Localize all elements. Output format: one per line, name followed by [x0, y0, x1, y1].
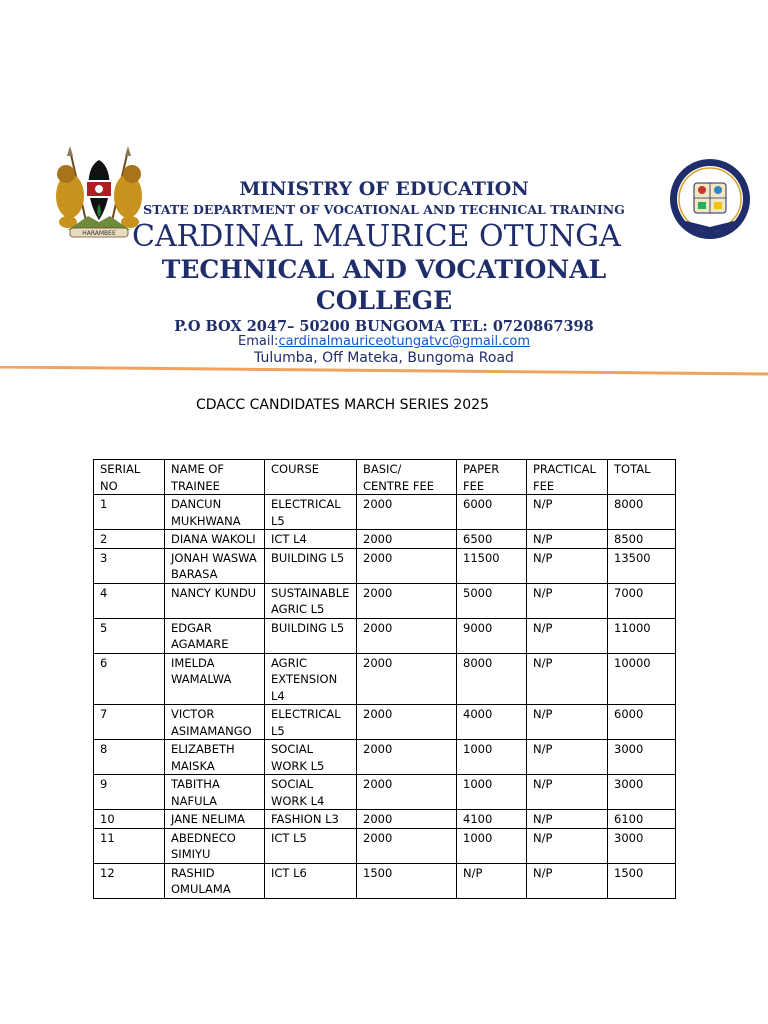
- basic-fee-cell: 1500: [357, 863, 457, 898]
- paper-fee-cell: 4100: [457, 810, 527, 829]
- table-row: [94, 530, 676, 549]
- paper-fee-cell: 8000: [457, 653, 527, 705]
- practical-fee-cell: N/P: [527, 495, 608, 530]
- table-row: [94, 653, 676, 705]
- header-paper-fee: PAPER FEE: [457, 460, 527, 495]
- serial-no-cell: 7: [94, 705, 165, 740]
- practical-fee-cell: N/P: [527, 583, 608, 618]
- email-line: [0, 334, 768, 349]
- trainee-name-cell: EDGAR AGAMARE: [165, 618, 265, 653]
- serial-no-cell: 2: [94, 530, 165, 549]
- practical-fee-cell: N/P: [527, 810, 608, 829]
- practical-fee-cell: N/P: [527, 530, 608, 549]
- paper-fee-cell: 6500: [457, 530, 527, 549]
- serial-no-cell: 10: [94, 810, 165, 829]
- trainee-name-cell: DANCUN MUKHWANA: [165, 495, 265, 530]
- email-label: Email:: [237, 334, 279, 349]
- paper-fee-cell: 5000: [457, 583, 527, 618]
- table-row: [94, 583, 676, 618]
- email-link[interactable]: cardinalmauriceotungatvc@gmail.com: [278, 334, 531, 349]
- serial-no-cell: 4: [94, 583, 165, 618]
- course-cell: ICT L5: [265, 828, 357, 863]
- basic-fee-cell: 2000: [357, 810, 457, 829]
- table-row: [94, 740, 676, 775]
- table-row: [94, 705, 676, 740]
- total-cell: 11000: [608, 618, 676, 653]
- total-cell: 8500: [608, 530, 676, 549]
- trainee-name-cell: RASHID OMULAMA: [165, 863, 265, 898]
- college-name-line1: CARDINAL MAURICE OTUNGA: [132, 219, 621, 254]
- total-cell: 6100: [608, 810, 676, 829]
- practical-fee-cell: N/P: [527, 775, 608, 810]
- total-cell: 10000: [608, 653, 676, 705]
- table-body: [94, 495, 676, 899]
- course-cell: BUILDING L5: [265, 548, 357, 583]
- ministry-heading: MINISTRY OF EDUCATION: [239, 178, 529, 200]
- college-name-line2: TECHNICAL AND VOCATIONAL: [161, 255, 607, 284]
- total-cell: 3000: [608, 828, 676, 863]
- serial-no-cell: 6: [94, 653, 165, 705]
- paper-fee-cell: 1000: [457, 828, 527, 863]
- table-row: [94, 495, 676, 530]
- course-cell: BUILDING L5: [265, 618, 357, 653]
- trainee-name-cell: VICTOR ASIMAMANGO: [165, 705, 265, 740]
- course-cell: SOCIAL WORK L4: [265, 775, 357, 810]
- total-cell: 7000: [608, 583, 676, 618]
- paper-fee-cell: N/P: [457, 863, 527, 898]
- total-cell: 3000: [608, 740, 676, 775]
- total-cell: 8000: [608, 495, 676, 530]
- serial-no-cell: 8: [94, 740, 165, 775]
- practical-fee-cell: N/P: [527, 828, 608, 863]
- trainee-name-cell: ELIZABETH MAISKA: [165, 740, 265, 775]
- basic-fee-cell: 2000: [357, 740, 457, 775]
- basic-fee-cell: 2000: [357, 548, 457, 583]
- trainee-name-cell: DIANA WAKOLI: [165, 530, 265, 549]
- trainee-name-cell: NANCY KUNDU: [165, 583, 265, 618]
- total-cell: 13500: [608, 548, 676, 583]
- basic-fee-cell: 2000: [357, 828, 457, 863]
- basic-fee-cell: 2000: [357, 653, 457, 705]
- table-header-row: [94, 460, 676, 495]
- course-cell: ELECTRICAL L5: [265, 705, 357, 740]
- serial-no-cell: 1: [94, 495, 165, 530]
- paper-fee-cell: 11500: [457, 548, 527, 583]
- serial-no-cell: 5: [94, 618, 165, 653]
- header-trainee-name: NAME OF TRAINEE: [165, 460, 265, 495]
- trainee-name-cell: TABITHA NAFULA: [165, 775, 265, 810]
- serial-no-cell: 3: [94, 548, 165, 583]
- table-row: [94, 775, 676, 810]
- basic-fee-cell: 2000: [357, 775, 457, 810]
- course-cell: AGRIC EXTENSION L4: [265, 653, 357, 705]
- table-row: [94, 863, 676, 898]
- total-cell: 6000: [608, 705, 676, 740]
- header-course: COURSE: [265, 460, 357, 495]
- trainee-name-cell: ABEDNECO SIMIYU: [165, 828, 265, 863]
- basic-fee-cell: 2000: [357, 583, 457, 618]
- coat-of-arms-motto: HARAMBEE: [82, 230, 116, 237]
- basic-fee-cell: 2000: [357, 495, 457, 530]
- college-name-line3: COLLEGE: [315, 286, 453, 315]
- paper-fee-cell: 1000: [457, 740, 527, 775]
- practical-fee-cell: N/P: [527, 863, 608, 898]
- trainee-name-cell: IMELDA WAMALWA: [165, 653, 265, 705]
- table-row: [94, 548, 676, 583]
- serial-no-cell: 9: [94, 775, 165, 810]
- table-row: [94, 828, 676, 863]
- paper-fee-cell: 4000: [457, 705, 527, 740]
- document-title: CDACC CANDIDATES MARCH SERIES 2025: [196, 397, 489, 413]
- trainee-name-cell: JANE NELIMA: [165, 810, 265, 829]
- trainee-name-cell: JONAH WASWA BARASA: [165, 548, 265, 583]
- basic-fee-cell: 2000: [357, 618, 457, 653]
- course-cell: ICT L4: [265, 530, 357, 549]
- header-total: TOTAL: [608, 460, 676, 495]
- department-heading: STATE DEPARTMENT OF VOCATIONAL AND TECHNICAL TRAINING: [143, 202, 625, 217]
- paper-fee-cell: 1000: [457, 775, 527, 810]
- serial-no-cell: 12: [94, 863, 165, 898]
- practical-fee-cell: N/P: [527, 740, 608, 775]
- course-cell: SOCIAL WORK L5: [265, 740, 357, 775]
- paper-fee-cell: 6000: [457, 495, 527, 530]
- course-cell: ELECTRICAL L5: [265, 495, 357, 530]
- total-cell: 1500: [608, 863, 676, 898]
- course-cell: ICT L6: [265, 863, 357, 898]
- header-divider: [0, 366, 768, 376]
- contact-line: P.O BOX 2047– 50200 BUNGOMA TEL: 0720867398: [174, 318, 594, 335]
- serial-no-cell: 11: [94, 828, 165, 863]
- header-practical-fee: PRACTICAL FEE: [527, 460, 608, 495]
- table-row: [94, 810, 676, 829]
- practical-fee-cell: N/P: [527, 548, 608, 583]
- total-cell: 3000: [608, 775, 676, 810]
- header-serial-no: SERIAL NO: [94, 460, 165, 495]
- candidates-fee-table: [93, 459, 676, 899]
- paper-fee-cell: 9000: [457, 618, 527, 653]
- practical-fee-cell: N/P: [527, 653, 608, 705]
- course-cell: FASHION L3: [265, 810, 357, 829]
- basic-fee-cell: 2000: [357, 530, 457, 549]
- table-row: [94, 618, 676, 653]
- practical-fee-cell: N/P: [527, 705, 608, 740]
- address-line: Tulumba, Off Mateka, Bungoma Road: [254, 350, 514, 366]
- basic-fee-cell: 2000: [357, 705, 457, 740]
- header-basic-centre-fee: BASIC/ CENTRE FEE: [357, 460, 457, 495]
- course-cell: SUSTAINABLE AGRIC L5: [265, 583, 357, 618]
- practical-fee-cell: N/P: [527, 618, 608, 653]
